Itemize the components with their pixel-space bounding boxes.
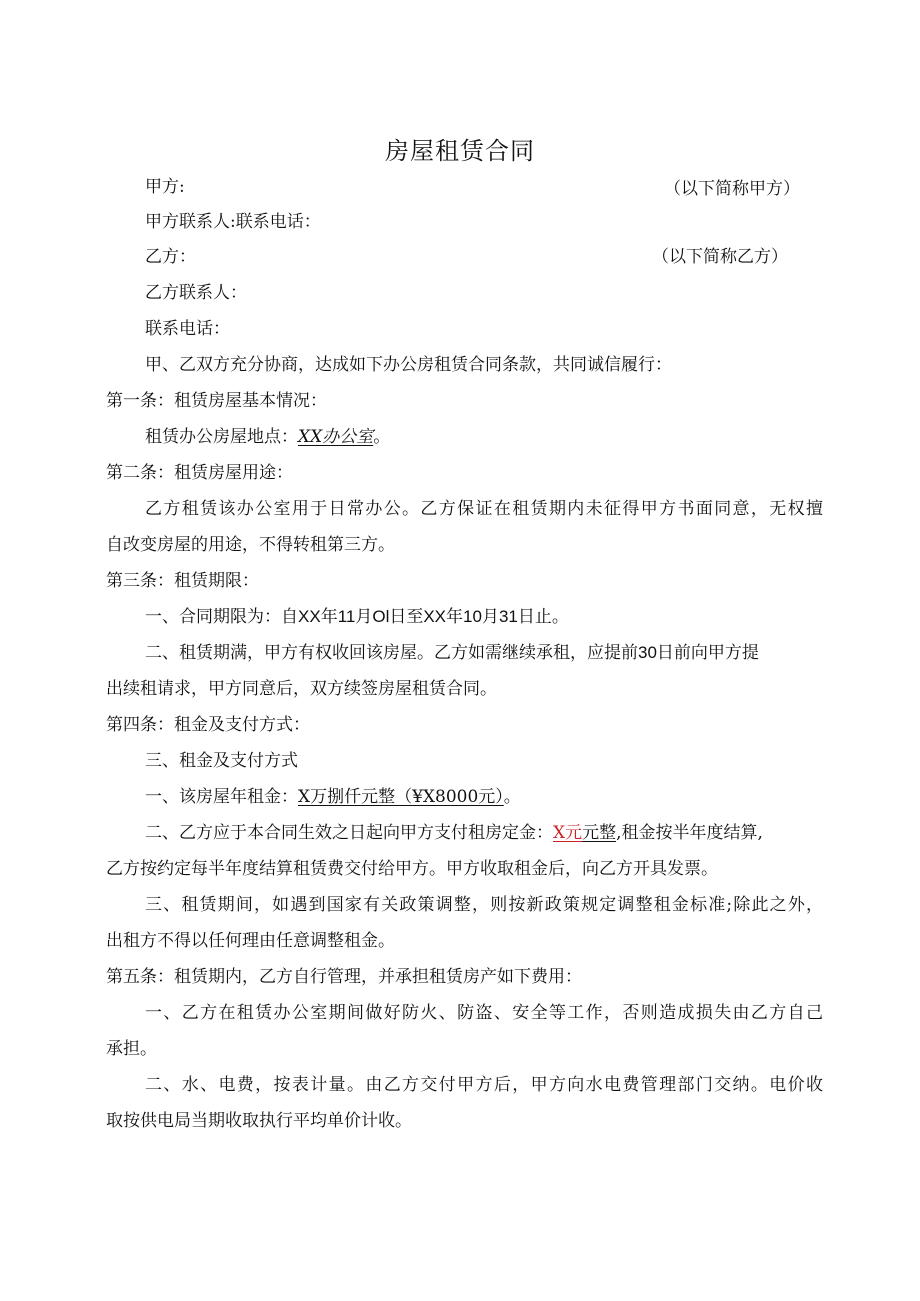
article-5-item-2-line2: 取按供电局当期收取执行平均单价计收。 <box>106 1111 412 1131</box>
article-4-heading: 第四条：租金及支付方式： <box>106 715 310 735</box>
party-b-note: （以下简称乙方） <box>652 247 788 267</box>
article-3-item-2-line2: 出续租请求，甲方同意后，双方续签房屋租赁合同。 <box>106 679 497 699</box>
rent-value: X万捌仟元整（¥X8000元） <box>298 787 504 807</box>
party-a-note: （以下简称甲方） <box>664 179 800 199</box>
article-2-para-line1: 乙方租赁该办公室用于日常办公。乙方保证在租赁期内未征得甲方书面同意，无权擅 <box>145 499 823 519</box>
deposit-line2: 乙方按约定每半年度结算租赁费交付给甲方。甲方收取租金后，向乙方开具发票。 <box>106 859 718 879</box>
party-b-contact: 乙方联系人： <box>145 283 247 303</box>
article-2-heading: 第二条：租赁房屋用途： <box>106 463 293 483</box>
article-3-heading: 第三条：租赁期限： <box>106 571 259 591</box>
contact-phone: 联系电话： <box>145 319 230 339</box>
article-3-item-1: 一、合同期限为：自XX年11月Ol日至XX年10月31日止。 <box>145 607 569 627</box>
party-a-contact: 甲方联系人:联系电话： <box>145 212 321 232</box>
preamble: 甲、乙双方充分协商，达成如下办公房租赁合同条款，共同诚信履行： <box>145 355 672 375</box>
article-5-item-1-line1: 一、乙方在租赁办公室期间做好防火、防盗、安全等工作，否则造成损失由乙方自己 <box>145 1003 823 1023</box>
rent-adjust-line2: 出租方不得以任何理由任意调整租金。 <box>106 931 395 951</box>
location-value: XX办公室 <box>298 427 374 447</box>
article-2-para-line2: 自改变房屋的用途，不得转租第三方。 <box>106 535 395 555</box>
rent-adjust-line1: 三、租赁期间，如遇到国家有关政策调整，则按新政策规定调整租金标准;除此之外， <box>145 895 823 915</box>
deposit-line1: 二、乙方应于本合同生效之日起向甲方支付租房定金：X元元整,租金按半年度结算, <box>145 823 763 843</box>
article-1-heading: 第一条：租赁房屋基本情况： <box>106 391 327 411</box>
location-label: 租赁办公房屋地点： <box>145 427 298 447</box>
article-4-subheading: 三、租金及支付方式 <box>145 751 298 771</box>
article-1-location: 租赁办公房屋地点：XX办公室。 <box>145 427 391 447</box>
article-5-item-1-line2: 承担。 <box>106 1039 157 1059</box>
article-5-heading: 第五条：租赁期内，乙方自行管理，并承担租赁房产如下费用： <box>106 967 582 987</box>
party-b-label: 乙方： <box>145 247 196 267</box>
article-3-item-2-line1: 二、租赁期满，甲方有权收回该房屋。乙方如需继续承租，应提前30日前向甲方提 <box>145 643 759 663</box>
deposit-amount: X元 <box>553 823 583 843</box>
page-title: 房屋租赁合同 <box>385 137 535 165</box>
article-5-item-2-line1: 二、水、电费，按表计量。由乙方交付甲方后，甲方向水电费管理部门交纳。电价收 <box>145 1075 823 1095</box>
annual-rent: 一、该房屋年租金：X万捌仟元整（¥X8000元）。 <box>145 787 521 807</box>
party-a-label: 甲方: <box>145 177 185 197</box>
